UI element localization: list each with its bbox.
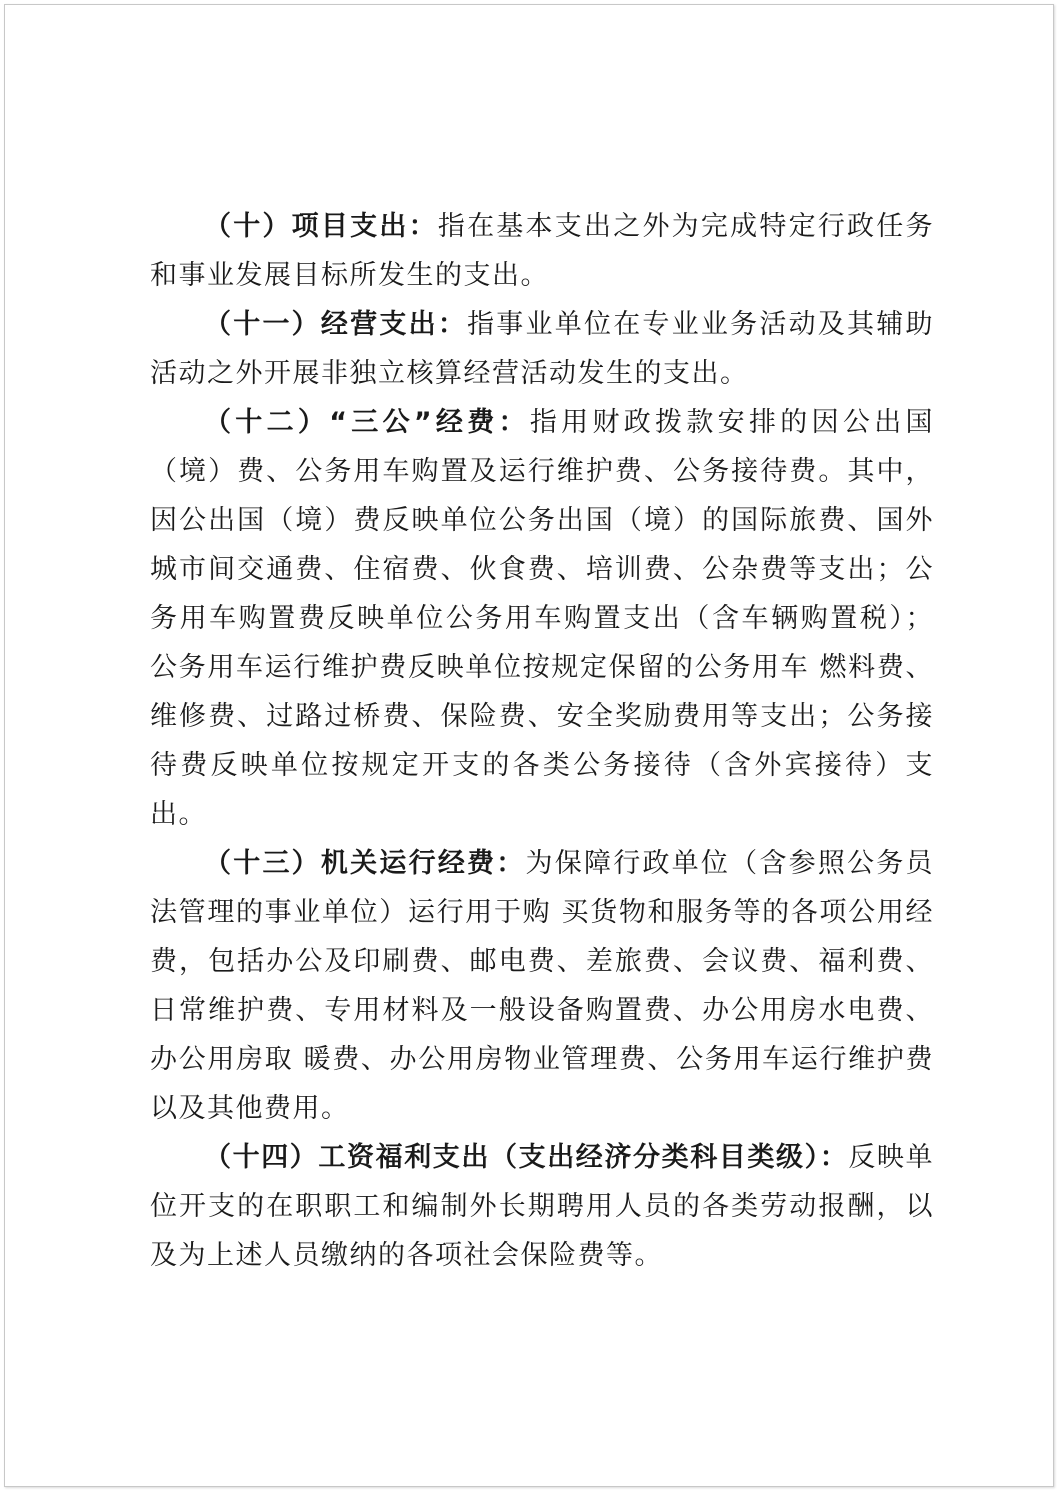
paragraph-heading: （十二）“三公”经费： [204, 407, 530, 438]
document-page [4, 4, 1054, 1487]
paragraph-wage-welfare-expenditure [150, 1133, 934, 1280]
paragraph-heading: （十三）机关运行经费： [204, 848, 526, 879]
paragraph-project-expenditure [150, 202, 934, 300]
paragraph-three-public-expenses [150, 398, 934, 839]
paragraph-heading: （十）项目支出： [204, 211, 438, 242]
paragraph-text: 指在基本支出之外为完成特定行政任务和事业发展目标所发生的支出。 [150, 211, 935, 291]
document-body [150, 202, 934, 1280]
paragraph-heading: （十一）经营支出： [204, 309, 468, 340]
paragraph-text: 反映单位开支的在职职工和编制外长期聘用人员的各类劳动报酬，以及为上述人员缴纳的各项社会保险费等。 [150, 1142, 935, 1271]
paragraph-operating-expenditure [150, 300, 934, 398]
paragraph-text: 指用财政拨款安排的因公出国（境）费、公务用车购置及运行维护费、公务接待费。其中，因公出国（境）费反映单位公务出国（境）的国际旅费、国外城市间交通费、住宿费、伙食费、培训费、公杂费等支出；公务用车购置费反映单位公务用车购置支出（含车辆购置税）；公务用车运行维护费反映单位按规定保留的公务用车 燃料费、维修费、过路过桥费、保险费、安全奖励费用等支出；公务接待费反映单位按规定开支的各类公务接待（含外宾接待）支出。 [150, 407, 934, 830]
paragraph-heading: （十四）工资福利支出（支出经济分类科目类级）： [204, 1142, 849, 1173]
paragraph-agency-operating-funds [150, 839, 934, 1133]
paragraph-text: 指事业单位在专业业务活动及其辅助活动之外开展非独立核算经营活动发生的支出。 [150, 309, 934, 389]
paragraph-text: 为保障行政单位（含参照公务员法管理的事业单位）运行用于购 买货物和服务等的各项公用经费，包括办公及印刷费、邮电费、差旅费、会议费、福利费、日常维护费、专用材料及一般设备购置费、办公用房水电费、办公用房取 暖费、办公用房物业管理费、公务用车运行维护费以及其他费用。 [150, 848, 935, 1124]
